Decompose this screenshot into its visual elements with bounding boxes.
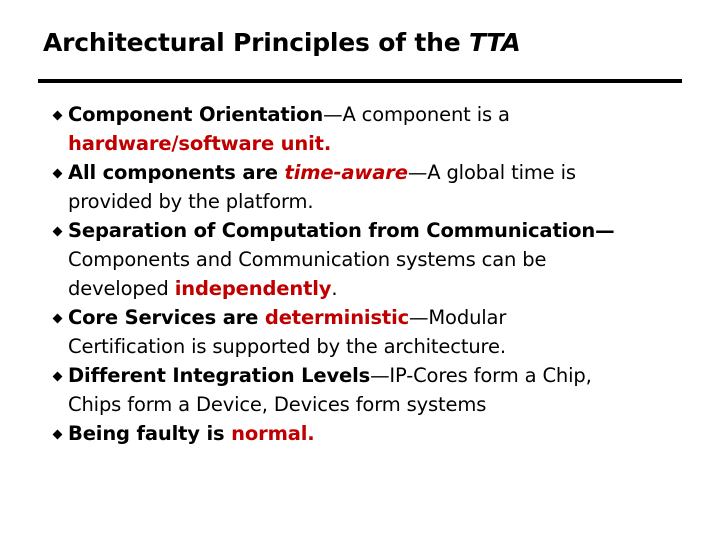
bullet-line (68, 100, 692, 129)
bullet-line: Certification is supported by the architecture. (68, 335, 506, 358)
bullet-line: provided by the platform. (68, 190, 314, 213)
title-main: Architectural Principles of the (43, 28, 469, 57)
bullet-text: All components are (68, 161, 285, 184)
bullet-item-faulty (52, 419, 692, 448)
slide-title (43, 28, 521, 57)
bullet-line (68, 158, 692, 187)
diamond-bullet-icon (53, 314, 63, 324)
diamond-bullet-icon (53, 169, 63, 179)
bullet-text: —A global time is (407, 161, 576, 184)
title-underline (38, 79, 682, 83)
bullet-line: Separation of Computation from Communication— (68, 219, 615, 242)
title-emphasis: TTA (469, 28, 521, 57)
bullet-list (52, 100, 692, 448)
bullet-line (68, 361, 692, 390)
bullet-text: Being faulty is (68, 422, 232, 445)
bullet-term: Different Integration Levels (68, 364, 371, 387)
bullet-item-core-services (52, 303, 692, 361)
bullet-term: deterministic (264, 306, 410, 329)
bullet-line: hardware/software unit. (68, 132, 332, 155)
bullet-text: —Modular (409, 306, 507, 329)
bullet-text: —A component is a (323, 103, 510, 126)
bullet-text: developed (68, 277, 175, 300)
bullet-item-component-orientation (52, 100, 692, 158)
diamond-bullet-icon (53, 111, 63, 121)
bullet-term: independently (174, 277, 332, 300)
bullet-item-integration-levels (52, 361, 692, 419)
bullet-text: Core Services are (68, 306, 265, 329)
bullet-line (68, 274, 692, 303)
bullet-line: Components and Communication systems can be (68, 248, 547, 271)
diamond-bullet-icon (53, 430, 63, 440)
bullet-item-separation (52, 216, 692, 303)
bullet-term: normal. (231, 422, 315, 445)
bullet-line (68, 303, 692, 332)
bullet-line: Chips form a Device, Devices form systems (68, 393, 487, 416)
bullet-line (68, 419, 692, 448)
diamond-bullet-icon (53, 372, 63, 382)
bullet-text: . (331, 277, 338, 300)
bullet-term: Component Orientation (68, 103, 324, 126)
bullet-term: time-aware (284, 161, 408, 184)
diamond-bullet-icon (53, 227, 63, 237)
bullet-item-time-aware (52, 158, 692, 216)
bullet-text: —IP-Cores form a Chip, (370, 364, 592, 387)
